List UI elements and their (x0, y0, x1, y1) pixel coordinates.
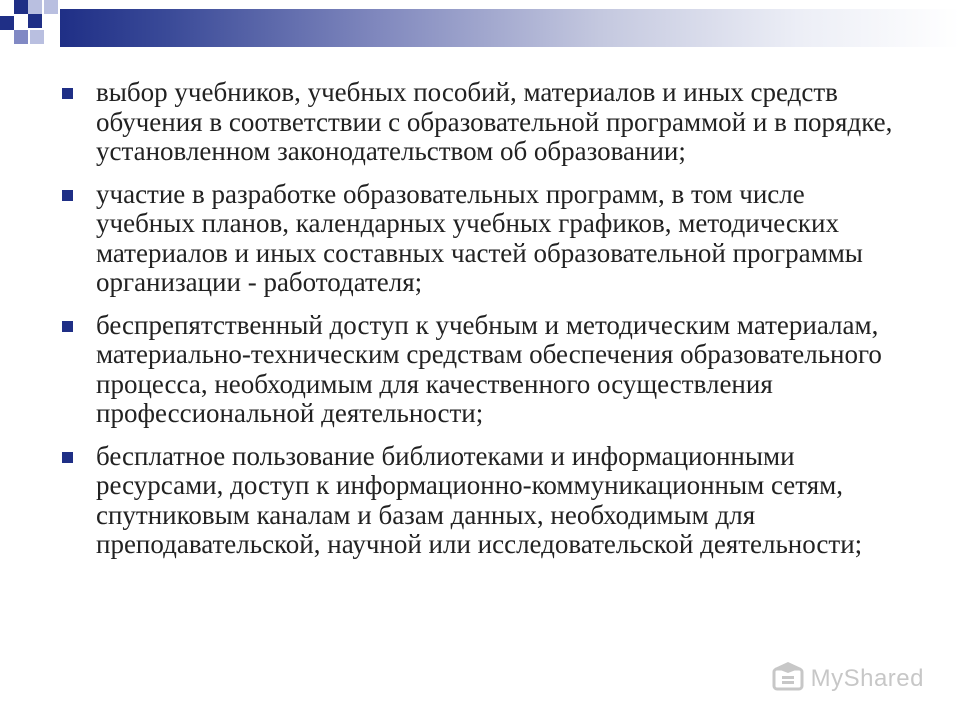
decor-square-icon (0, 16, 14, 30)
slide-content (58, 78, 908, 573)
list-item (58, 180, 908, 298)
square-bullet-icon (62, 321, 73, 332)
square-bullet-icon (62, 190, 73, 201)
list-item-text: беспрепятственный доступ к учебным и методическим материалам, материально-техническим средствам обеспечения образовательного процесса, необходимым для качественного осуществления профессиональной деятельности; (96, 309, 882, 428)
square-bullet-icon (62, 452, 73, 463)
bullet-list (58, 78, 908, 560)
list-item (58, 442, 908, 560)
square-bullet-icon (62, 88, 73, 99)
decor-square-icon (28, 14, 42, 28)
decor-square-icon (28, 0, 42, 14)
decor-square-icon (14, 30, 28, 44)
header-decoration (0, 0, 960, 52)
mortarboard-logo-icon (771, 661, 805, 696)
watermark-text: MyShared (810, 664, 924, 692)
watermark (771, 661, 924, 696)
list-item (58, 78, 908, 167)
decor-square-icon (30, 30, 44, 44)
list-item-text: бесплатное пользование библиотеками и информационными ресурсами, доступ к информационно-коммуникационным сетям, спутниковым каналам и базам данных, необходимым для преподавательской, научной или исследовательской деятельности; (96, 440, 863, 559)
list-item-text: выбор учебников, учебных пособий, материалов и иных средств обучения в соответствии с образовательной программой и в порядке, установленном законодательством об образовании; (96, 77, 893, 166)
list-item-text: участие в разработке образовательных программ, в том числе учебных планов, календарных учебных графиков, методических материалов и иных составных частей образовательной программы организации - работодателя; (96, 178, 863, 297)
decor-square-icon (14, 0, 28, 14)
list-item (58, 311, 908, 429)
header-gradient-bar (60, 9, 960, 47)
decor-square-icon (44, 0, 58, 14)
